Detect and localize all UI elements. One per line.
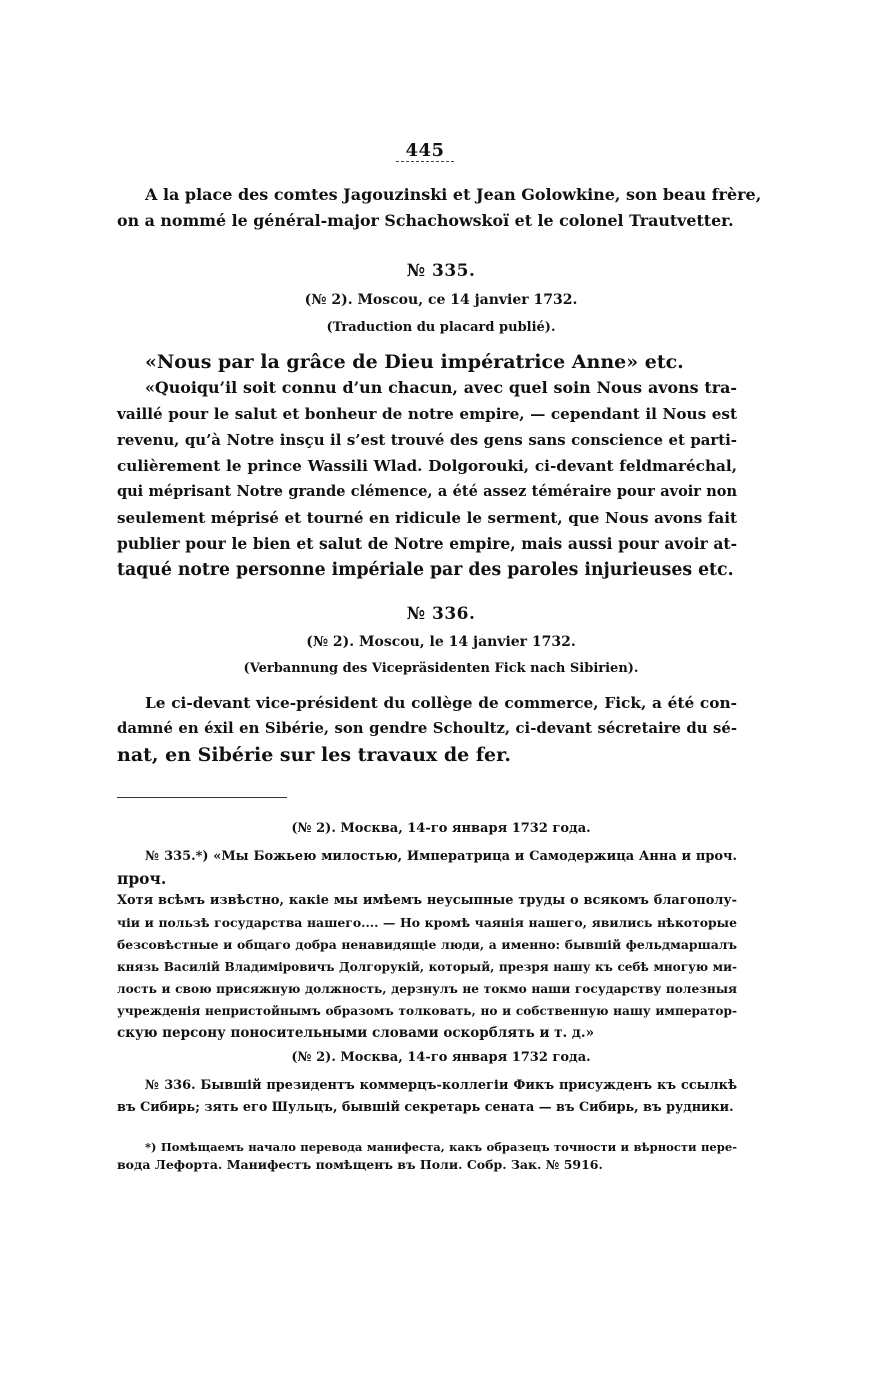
intro-line: A la place des comtes Jagouzinski et Jean Golowkine, son beau frère, [145, 185, 762, 204]
doc-335-heading: № 335. [406, 261, 476, 281]
doc-335-line: taqué notre personne impériale par des paroles injurieuses etc. [117, 560, 734, 580]
doc-335-line: vaillé pour le salut et bonheur de notre empire, — cependant il Nous est [117, 405, 737, 423]
doc-335-line: publier pour le bien et salut de Notre empire, mais aussi pour avoir at- [117, 534, 737, 553]
translator-note [117, 1138, 737, 1174]
ru-335-body [117, 890, 737, 1044]
doc-336-body [117, 690, 737, 768]
ru-335-line: безсовѣстные и общаго добра ненавидящіе люди, а именно: бывшій фельдмаршалъ [117, 937, 737, 952]
ru-335-line: лость и свою присяжную должность, дерзнулъ не токмо наши государству полезныя [117, 982, 737, 996]
ru-335-line: князь Василій Владиміровичъ Долгорукій, который, презря нашу къ себѣ многую ми- [117, 960, 737, 974]
ru-335-line: Хотя всѣмъ извѣстно, какіе мы имѣемъ неусыпные труды о всякомъ благополу- [117, 893, 737, 908]
footnote-separator [117, 797, 287, 798]
ru-335-opening [117, 846, 737, 890]
ru-335-meta: (№ 2). Москва, 14-го января 1732 года. [291, 821, 591, 836]
doc-335-line: revenu, qu’à Notre insçu il s’est trouvé des gens sans conscience et parti- [117, 431, 737, 449]
doc-335-body [117, 349, 737, 583]
ru-335-line: чіи и пользѣ государства нашего.... — Но кромѣ чаянія нашего, явились нѣкоторые [117, 915, 737, 930]
doc-335-line: «Quoiqu’il soit connu d’un chacun, avec quel soin Nous avons tra- [145, 378, 737, 397]
ru-336-line: № 336. Бывшій президентъ коммерцъ-коллегіи Фикъ присужденъ къ ссылкѣ [145, 1078, 737, 1093]
doc-336-line: nat, en Sibérie sur les travaux de fer. [117, 744, 511, 766]
page-number: 445 [405, 140, 445, 161]
doc-336-line: damné en éxil en Sibérie, son gendre Schoultz, ci-devant sécretaire du sé- [117, 720, 737, 737]
doc-335-subtitle: (Traduction du placard publié). [326, 320, 556, 335]
doc-335-line: seulement méprisé et tourné en ridicule le serment, que Nous avons fait [117, 509, 737, 527]
translator-note-line: вода Лефорта. Манифестъ помѣщенъ въ Поли. Собр. Зак. № 5916. [117, 1157, 603, 1172]
doc-335-line: «Nous par la grâce de Dieu impératrice Anne» etc. [145, 351, 684, 373]
translator-note-line: *) Помѣщаемъ начало перевода манифеста, какъ образецъ точности и вѣрности пере- [145, 1140, 737, 1154]
doc-336-heading: № 336. [406, 604, 476, 624]
doc-336-meta: (№ 2). Moscou, le 14 janvier 1732. [306, 634, 576, 650]
ru-335-line: скую персону поносительными словами оскорблять и т. д.» [117, 1025, 595, 1041]
intro-paragraph [117, 182, 762, 234]
intro-line: on a nommé le général-major Schachowskoï et le colonel Trautvetter. [117, 211, 734, 230]
ru-336-meta: (№ 2). Москва, 14-го января 1732 года. [291, 1050, 591, 1065]
page-number-rule [396, 161, 454, 162]
ru-336-line: въ Сибирь; зять его Шульцъ, бывшій секретарь сената — въ Сибирь, въ рудники. [117, 1100, 734, 1115]
doc-336-line: Le ci-devant vice-président du collège de commerce, Fick, a été con- [145, 694, 737, 712]
doc-335-line: qui méprisant Notre grande clémence, a été assez téméraire pour avoir non [117, 483, 737, 500]
doc-335-line: culièrement le prince Wassili Wlad. Dolgorouki, ci-devant feldmaréchal, [117, 457, 737, 475]
ru-336-body [117, 1075, 737, 1119]
doc-336-subtitle: (Verbannung des Vicepräsidenten Fick nach Sibirien). [243, 661, 639, 676]
ru-335-line: № 335.*) «Мы Божьею милостью, Императрица и Самодержица Анна и проч. [145, 849, 737, 864]
ru-335-line: проч. [117, 869, 167, 888]
ru-335-line: учрежденія непристойнымъ образомъ толковать, но и собственную нашу император- [117, 1004, 737, 1018]
doc-335-meta: (№ 2). Moscou, ce 14 janvier 1732. [304, 292, 578, 308]
